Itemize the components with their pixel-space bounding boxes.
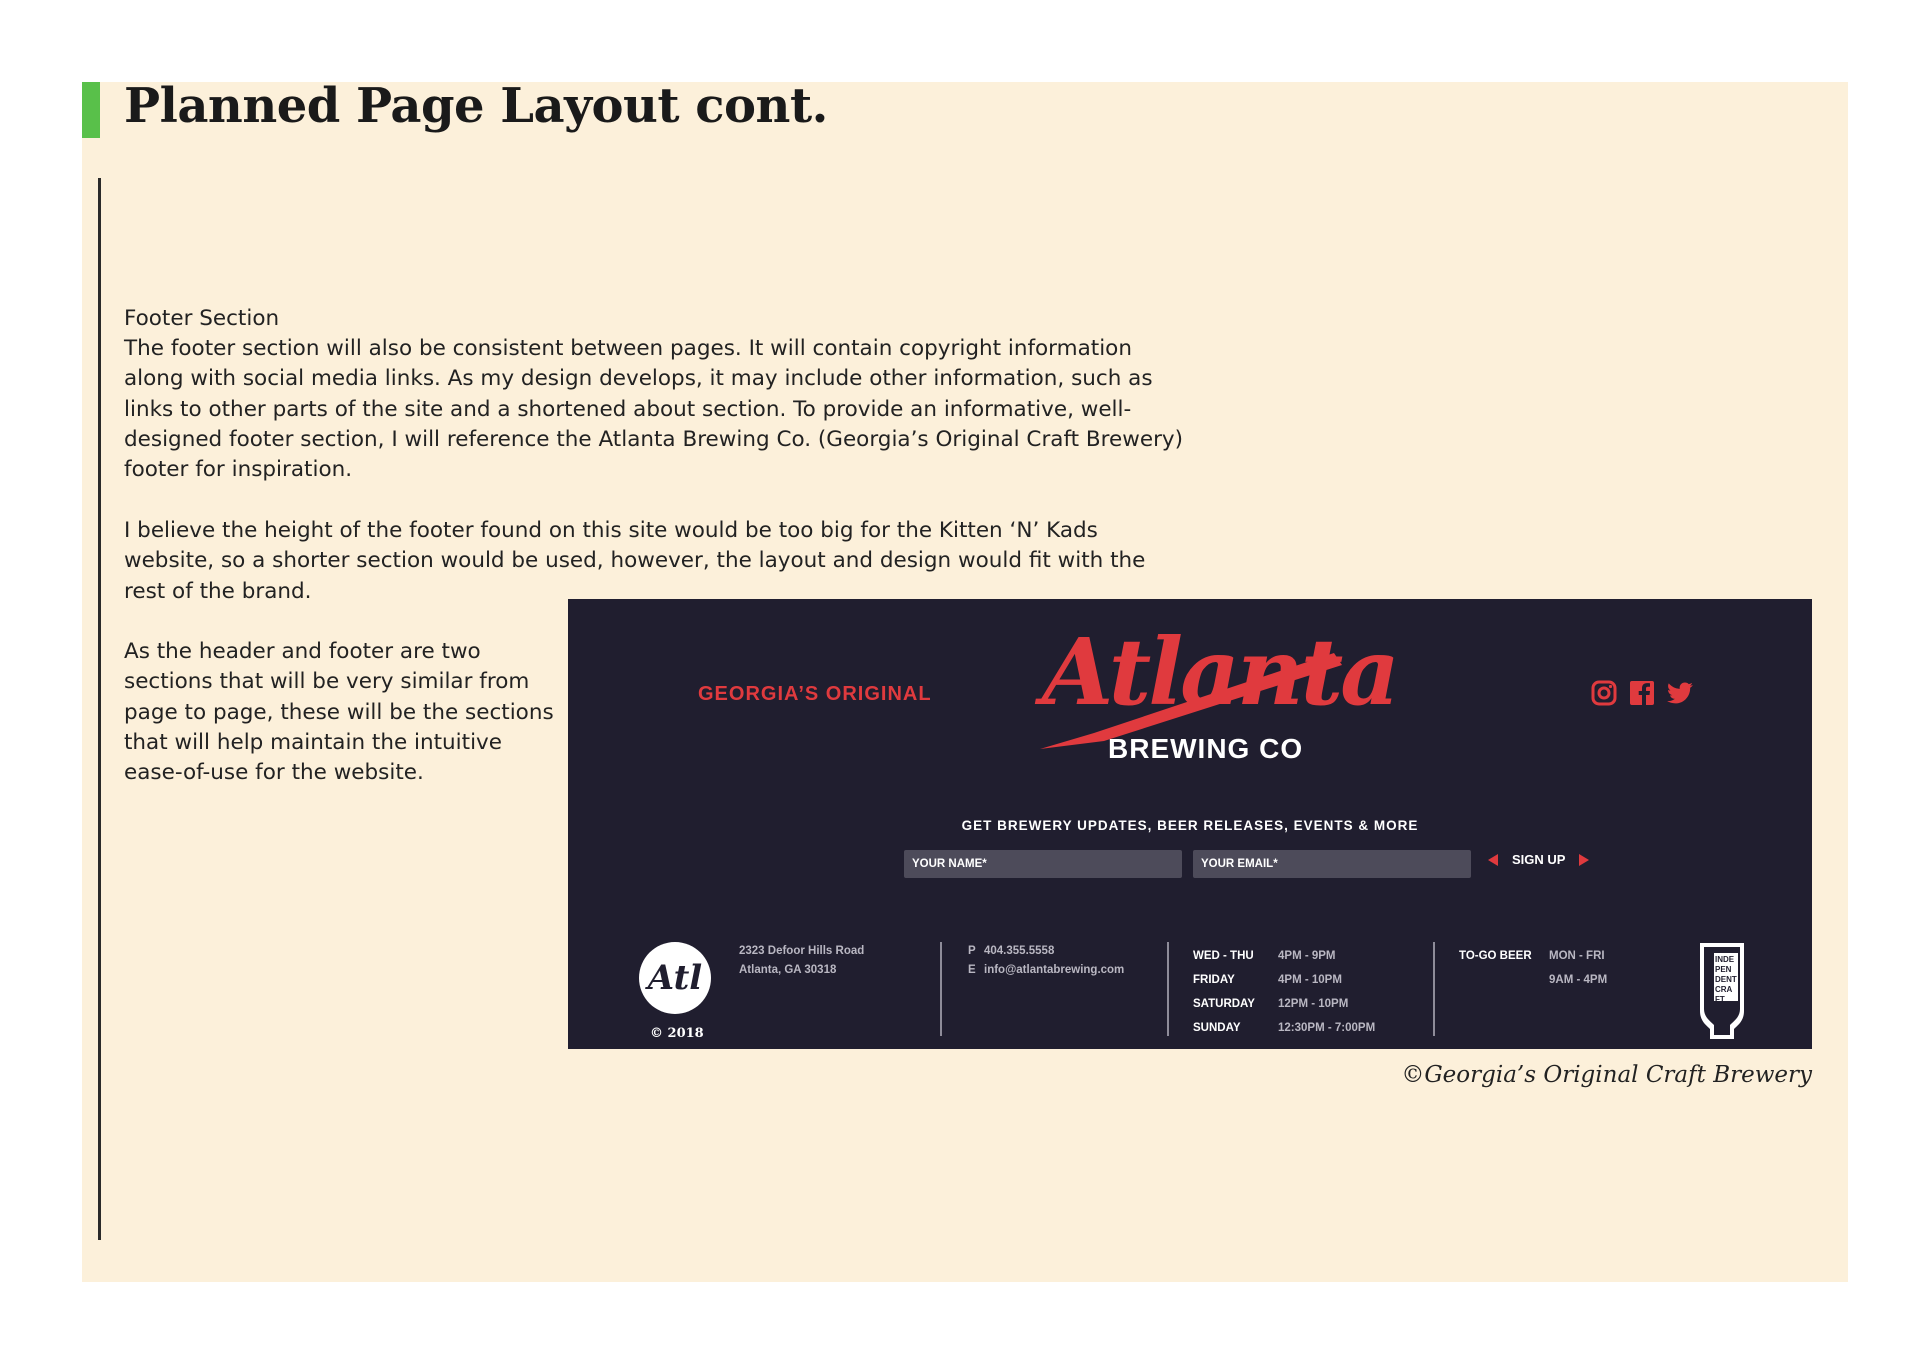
phone-key: P — [968, 945, 976, 957]
hours-day: SUNDAY — [1193, 1022, 1241, 1034]
hours-row — [1193, 944, 1375, 968]
hours-row — [1193, 968, 1375, 992]
email-link[interactable]: info@atlantabrewing.com — [984, 964, 1125, 976]
address-line-2: Atlanta, GA 30318 — [739, 964, 837, 976]
footer-divider — [1167, 942, 1169, 1036]
phone-number[interactable]: 404.355.5558 — [984, 945, 1055, 957]
footer-copyright: © 2018 — [650, 1026, 704, 1041]
email-key: E — [968, 964, 976, 976]
hours-time: 4PM - 10PM — [1278, 974, 1342, 986]
hours-day: WED - THU — [1193, 950, 1254, 962]
hours-day: SATURDAY — [1193, 998, 1255, 1010]
image-caption: ©Georgia’s Original Craft Brewery — [1401, 1062, 1812, 1088]
footer-divider — [940, 942, 942, 1036]
instagram-icon[interactable] — [1590, 679, 1618, 707]
address-line-1: 2323 Defoor Hills Road — [739, 945, 865, 957]
togo-time: 9AM - 4PM — [1549, 974, 1608, 986]
logo-script: Atlanta — [1042, 618, 1397, 726]
sign-up-button[interactable] — [1488, 852, 1589, 867]
footer-example-screenshot — [568, 599, 1812, 1049]
newsletter-title: GET BREWERY UPDATES, BEER RELEASES, EVENTS & MORE — [961, 818, 1419, 833]
certified-badge-text: INDEPENDENT CRAFT — [1715, 955, 1737, 1004]
title-accent-bar — [82, 82, 100, 138]
email-input[interactable] — [1193, 850, 1471, 878]
left-vertical-rule — [98, 178, 101, 1240]
logo-subtitle: BREWING CO — [1108, 733, 1304, 764]
paragraph-consistency: As the header and footer are two sections that will be very similar from page to page, these will be the sections that will help maintain the intuitive ease-of-use for the website. — [124, 639, 554, 786]
togo-label: TO-GO BEER — [1459, 950, 1532, 962]
atl-badge-logo: Atl — [639, 942, 711, 1014]
facebook-icon[interactable] — [1628, 679, 1656, 707]
social-links — [1590, 679, 1694, 707]
hours-time: 4PM - 9PM — [1278, 950, 1336, 962]
togo-days: MON - FRI — [1549, 950, 1605, 962]
paragraph-footer-description: The footer section will also be consistent between pages. It will contain copyright information along with social media links. As my design develops, it may include other information, such as links to other parts of the site and a shortened about section. To provide an informative, well-designed footer section, I will reference the Atlanta Brewing Co. (Georgia’s Original Craft Brewery) footer for inspiration. — [124, 336, 1184, 483]
twitter-icon[interactable] — [1666, 679, 1694, 707]
page-title: Planned Page Layout cont. — [124, 78, 828, 134]
hours-row — [1193, 992, 1375, 1016]
hours-day: FRIDAY — [1193, 974, 1235, 986]
opening-hours — [1193, 944, 1375, 1040]
togo-beer-hours — [1459, 944, 1607, 992]
hours-time: 12PM - 10PM — [1278, 998, 1349, 1010]
togo-row — [1459, 944, 1607, 968]
footer-address — [739, 942, 864, 980]
hours-row — [1193, 1016, 1375, 1040]
sign-up-label: SIGN UP — [1512, 852, 1566, 867]
arrow-right-icon — [1579, 854, 1589, 866]
section-heading: Footer Section — [124, 306, 280, 331]
footer-tagline: GEORGIA’S ORIGINAL — [698, 683, 932, 705]
footer-divider — [1433, 942, 1435, 1036]
footer-contact — [968, 942, 1124, 980]
hours-time: 12:30PM - 7:00PM — [1278, 1022, 1376, 1034]
independent-craft-bottle-icon — [1698, 941, 1746, 1041]
togo-row — [1459, 968, 1607, 992]
paragraph-footer-height: I believe the height of the footer found on this site would be too big for the Kitten ‘N’ Kads website, so a shorter section would be used, however, the layout and design would fit with the rest of the brand. — [124, 518, 1146, 604]
name-input[interactable] — [904, 850, 1182, 878]
arrow-left-icon — [1488, 854, 1498, 866]
